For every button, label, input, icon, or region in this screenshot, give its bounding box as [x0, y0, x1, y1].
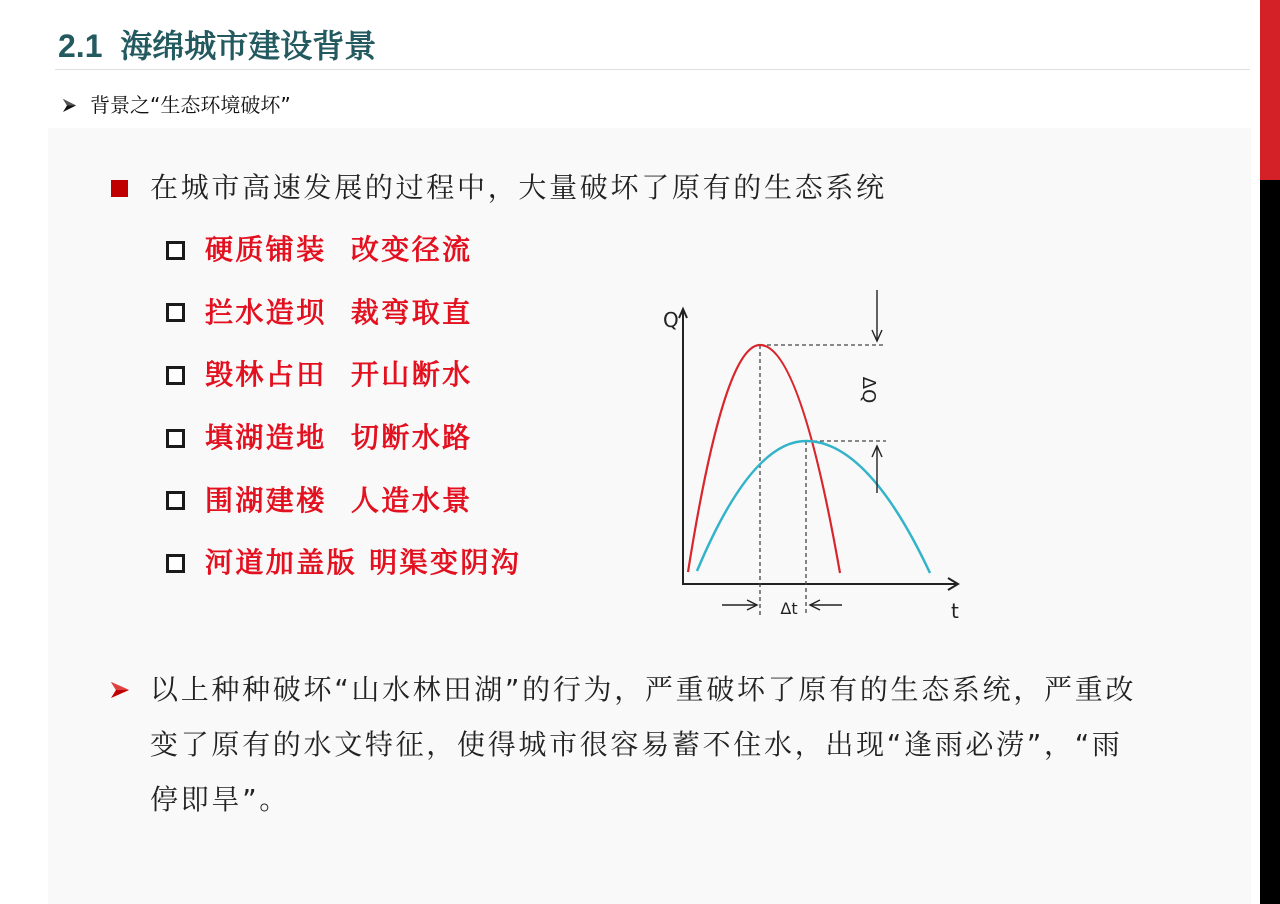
delta-t-label: Δt [780, 599, 798, 618]
conclusion-paragraph [150, 662, 1230, 827]
sub-bullet-text: 硬质铺装 改变径流 [205, 233, 473, 267]
arrow-bullet-icon [62, 98, 77, 113]
sub-bullet-text: 河道加盖版 明渠变阴沟 [205, 546, 522, 580]
delta-q-label: ΔQ [858, 376, 879, 404]
side-bar-red [1260, 0, 1280, 180]
slide-title: 2.1 海绵城市建设背景 [58, 28, 377, 64]
list-item [166, 344, 606, 407]
side-bar-black [1260, 180, 1280, 904]
main-bullet-text: 在城市高速发展的过程中，大量破坏了原有的生态系统 [150, 171, 887, 204]
arrow-bullet-icon [110, 681, 130, 699]
slide-subtitle: 背景之“生态环境破坏” [90, 93, 291, 117]
sub-bullet-list [166, 219, 606, 595]
hydrograph-diagram [640, 280, 970, 625]
hollow-square-bullet-icon [166, 303, 185, 322]
conclusion-line: 以上种种破坏“山水林田湖”的行为，严重破坏了原有的生态系统，严重改 [150, 673, 1137, 706]
x-axis-label: t [951, 599, 959, 623]
hollow-square-bullet-icon [166, 366, 185, 385]
hollow-square-bullet-icon [166, 241, 185, 260]
list-item [166, 532, 606, 595]
y-axis-label: Q [663, 308, 679, 332]
sub-bullet-text: 围湖建楼 人造水景 [205, 483, 473, 517]
hollow-square-bullet-icon [166, 491, 185, 510]
hollow-square-bullet-icon [166, 554, 185, 573]
sub-bullet-text: 毁林占田 开山断水 [205, 358, 473, 392]
list-item [166, 282, 606, 345]
blue-hydrograph-curve [697, 441, 930, 573]
list-item [166, 469, 606, 532]
hollow-square-bullet-icon [166, 429, 185, 448]
filled-square-bullet-icon [111, 180, 128, 197]
conclusion-line: 变了原有的水文特征，使得城市很容易蓄不住水，出现“逢雨必涝”，“雨 [150, 728, 1123, 761]
list-item [166, 219, 606, 282]
sub-bullet-text: 拦水造坝 裁弯取直 [205, 295, 473, 329]
list-item [166, 407, 606, 470]
title-divider [55, 69, 1250, 70]
conclusion-line: 停即旱”。 [150, 783, 291, 816]
sub-bullet-text: 填湖造地 切断水路 [205, 421, 473, 455]
